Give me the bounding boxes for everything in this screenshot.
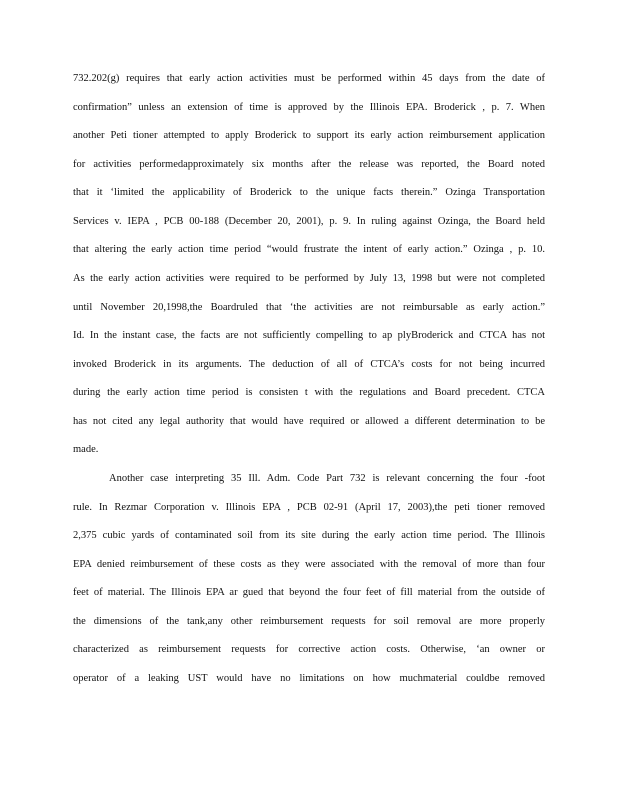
text-line: for activities performedapproximately six months after the release was reported, the Board noted xyxy=(73,159,545,170)
text-line: feet of material. The Illinois EPA ar gued that beyond the four feet of fill material from the outside of xyxy=(73,587,545,598)
text-line: 2,375 cubic yards of contaminated soil from its site during the early action time period. The Illinois xyxy=(73,530,545,541)
text-line: confirmation” unless an extension of time is approved by the Illinois EPA. Broderick , p. 7. When xyxy=(73,102,545,113)
text-line: invoked Broderick in its arguments. The deduction of all of CTCA’s costs for not being incurred xyxy=(73,359,545,370)
text-line: until November 20,1998,the Boardruled that ‘the activities are not reimbursable as early action.” xyxy=(73,302,545,313)
text-line: Another case interpreting 35 Ill. Adm. Code Part 732 is relevant concerning the four -foot xyxy=(109,473,545,484)
text-line: has not cited any legal authority that would have required or allowed a different determination to be xyxy=(73,416,545,427)
text-line: rule. In Rezmar Corporation v. Illinois EPA , PCB 02-91 (April 17, 2003),the peti tioner removed xyxy=(73,502,545,513)
text-line: the dimensions of the tank,any other reimbursement requests for soil removal are more properly xyxy=(73,616,545,627)
text-line: characterized as reimbursement requests for corrective action costs. Otherwise, ‘an owner or xyxy=(73,644,545,655)
text-line: Id. In the instant case, the facts are not sufficiently compelling to ap plyBroderick and CTCA has not xyxy=(73,330,545,341)
text-line: made. xyxy=(73,444,99,455)
text-line: Services v. IEPA , PCB 00-188 (December 20, 2001), p. 9. In ruling against Ozinga, the Board held xyxy=(73,216,545,227)
text-line: another Peti tioner attempted to apply Broderick to support its early action reimbursement application xyxy=(73,130,545,141)
text-line: during the early action time period is consisten t with the regulations and Board precedent. CTCA xyxy=(73,387,545,398)
text-line: operator of a leaking UST would have no limitations on how muchmaterial couldbe removed xyxy=(73,673,545,684)
text-line: EPA denied reimbursement of these costs as they were associated with the removal of more than four xyxy=(73,559,545,570)
text-line: 732.202(g) requires that early action activities must be performed within 45 days from the date of xyxy=(73,73,545,84)
text-line: As the early action activities were required to be performed by July 13, 1998 but were not completed xyxy=(73,273,545,284)
text-line: that it ‘limited the applicability of Broderick to the unique facts therein.” Ozinga Transportation xyxy=(73,187,545,198)
text-line: that altering the early action time period “would frustrate the intent of early action.” Ozinga , p. 10. xyxy=(73,244,545,255)
